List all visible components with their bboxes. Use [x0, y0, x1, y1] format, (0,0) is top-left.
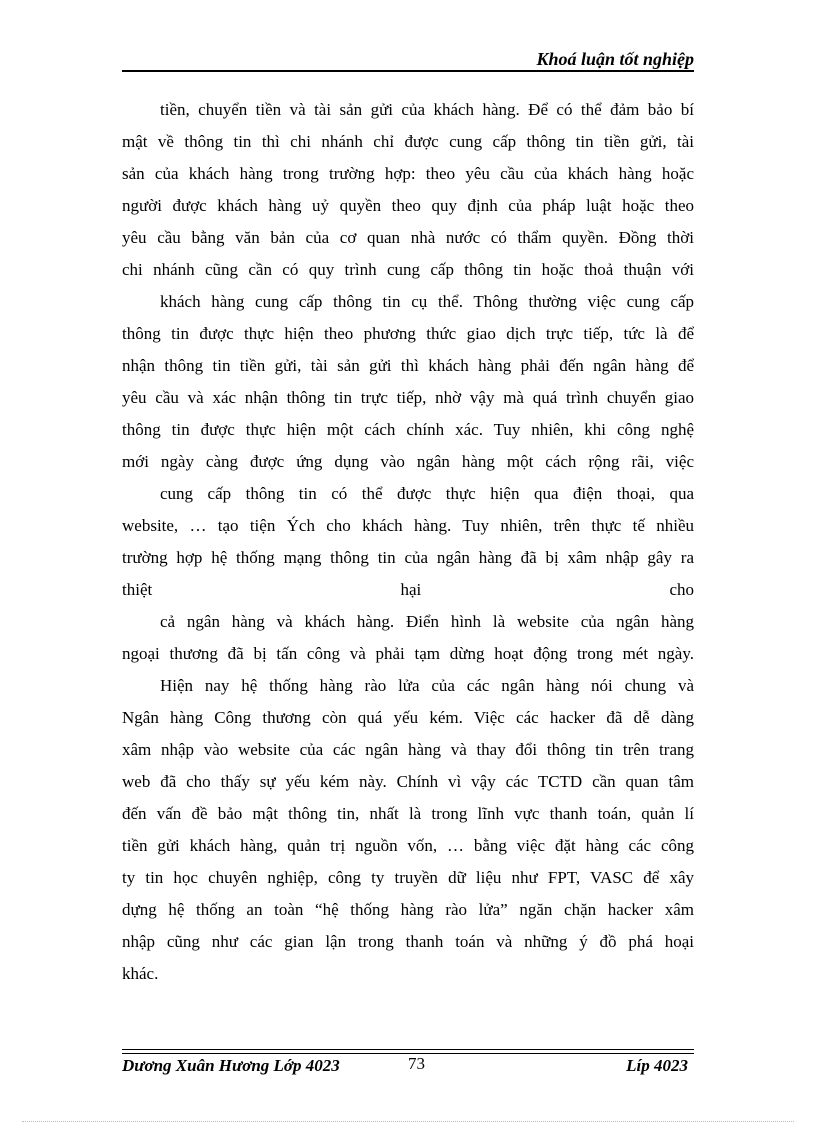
- text-line: người được khách hàng uỷ quyền theo quy định của pháp luật hoặc theo: [122, 196, 694, 215]
- text-line: thông tin được thực hiện một cách chính xác. Tuy nhiên, khi công nghệ: [122, 420, 694, 439]
- header-rule: [122, 70, 694, 72]
- page-edge-dots: [22, 1121, 794, 1122]
- page-number: 73: [408, 1054, 425, 1073]
- text-line: ty tin học chuyên nghiệp, công ty truyền dữ liệu như FPT, VASC để xây: [122, 868, 694, 887]
- page-header-title: Khoá luận tốt nghiệp: [536, 49, 694, 69]
- text-line: sản của khách hàng trong trường hợp: theo yêu cầu của khách hàng hoặc: [122, 164, 694, 183]
- text-line: nhận thông tin tiền gửi, tài sản gửi thì khách hàng phải đến ngân hàng để: [122, 356, 694, 375]
- text-line: thiệt hại cho: [122, 580, 694, 599]
- footer-class: Líp 4023: [626, 1056, 688, 1075]
- text-line: xâm nhập vào website của các ngân hàng và thay đổi thông tin trên trang: [122, 740, 694, 759]
- text-line: khác.: [122, 964, 159, 983]
- text-line: cung cấp thông tin có thể được thực hiện qua điện thoại, qua: [160, 484, 694, 503]
- text-line: tiền gửi khách hàng, quản trị nguồn vốn, … bằng việc đặt hàng các công: [122, 836, 694, 855]
- text-line: ngoại thương đã bị tấn công và phải tạm dừng hoạt động trong mét ngày.: [122, 644, 694, 663]
- text-line: yêu cầu bằng văn bản của cơ quan nhà nước có thẩm quyền. Đồng thời: [122, 228, 694, 247]
- text-line: website, … tạo tiện Ých cho khách hàng. Tuy nhiên, trên thực tế nhiều: [122, 516, 694, 535]
- text-line: thông tin được thực hiện theo phương thức giao dịch trực tiếp, tức là để: [122, 324, 694, 343]
- text-line: chi nhánh cũng cần có quy trình cung cấp thông tin hoặc thoả thuận với: [122, 260, 694, 279]
- text-line: đến vấn đề bảo mật thông tin, nhất là trong lĩnh vực thanh toán, quản lí: [122, 804, 694, 823]
- text-line: khách hàng cung cấp thông tin cụ thể. Thông thường việc cung cấp: [160, 292, 694, 311]
- text-line: cả ngân hàng và khách hàng. Điển hình là website của ngân hàng: [160, 612, 694, 631]
- footer-rule: [122, 1049, 694, 1050]
- text-line: tiền, chuyển tiền và tài sản gửi của khách hàng. Để có thể đảm bảo bí: [160, 100, 694, 119]
- text-line: trường hợp hệ thống mạng thông tin của ngân hàng đã bị xâm nhập gây ra: [122, 548, 694, 567]
- text-line: nhập cũng như các gian lận trong thanh toán và những ý đồ phá hoại: [122, 932, 694, 951]
- text-line: Ngân hàng Công thương còn quá yếu kém. Việc các hacker đã dễ dàng: [122, 708, 694, 727]
- text-line: mới ngày càng được ứng dụng vào ngân hàng một cách rộng rãi, việc: [122, 452, 694, 471]
- text-line: dựng hệ thống an toàn “hệ thống hàng rào lửa” ngăn chặn hacker xâm: [122, 900, 694, 919]
- text-line: web đã cho thấy sự yếu kém này. Chính vì vậy các TCTD cần quan tâm: [122, 772, 694, 791]
- text-line: mật về thông tin thì chi nhánh chỉ được cung cấp thông tin tiền gửi, tài: [122, 132, 694, 151]
- text-line: Hiện nay hệ thống hàng rào lửa của các ngân hàng nói chung và: [160, 676, 694, 695]
- footer-author: Dương Xuân Hương Lớp 4023: [122, 1056, 340, 1075]
- text-line: yêu cầu và xác nhận thông tin trực tiếp, nhờ vậy mà quá trình chuyển giao: [122, 388, 694, 407]
